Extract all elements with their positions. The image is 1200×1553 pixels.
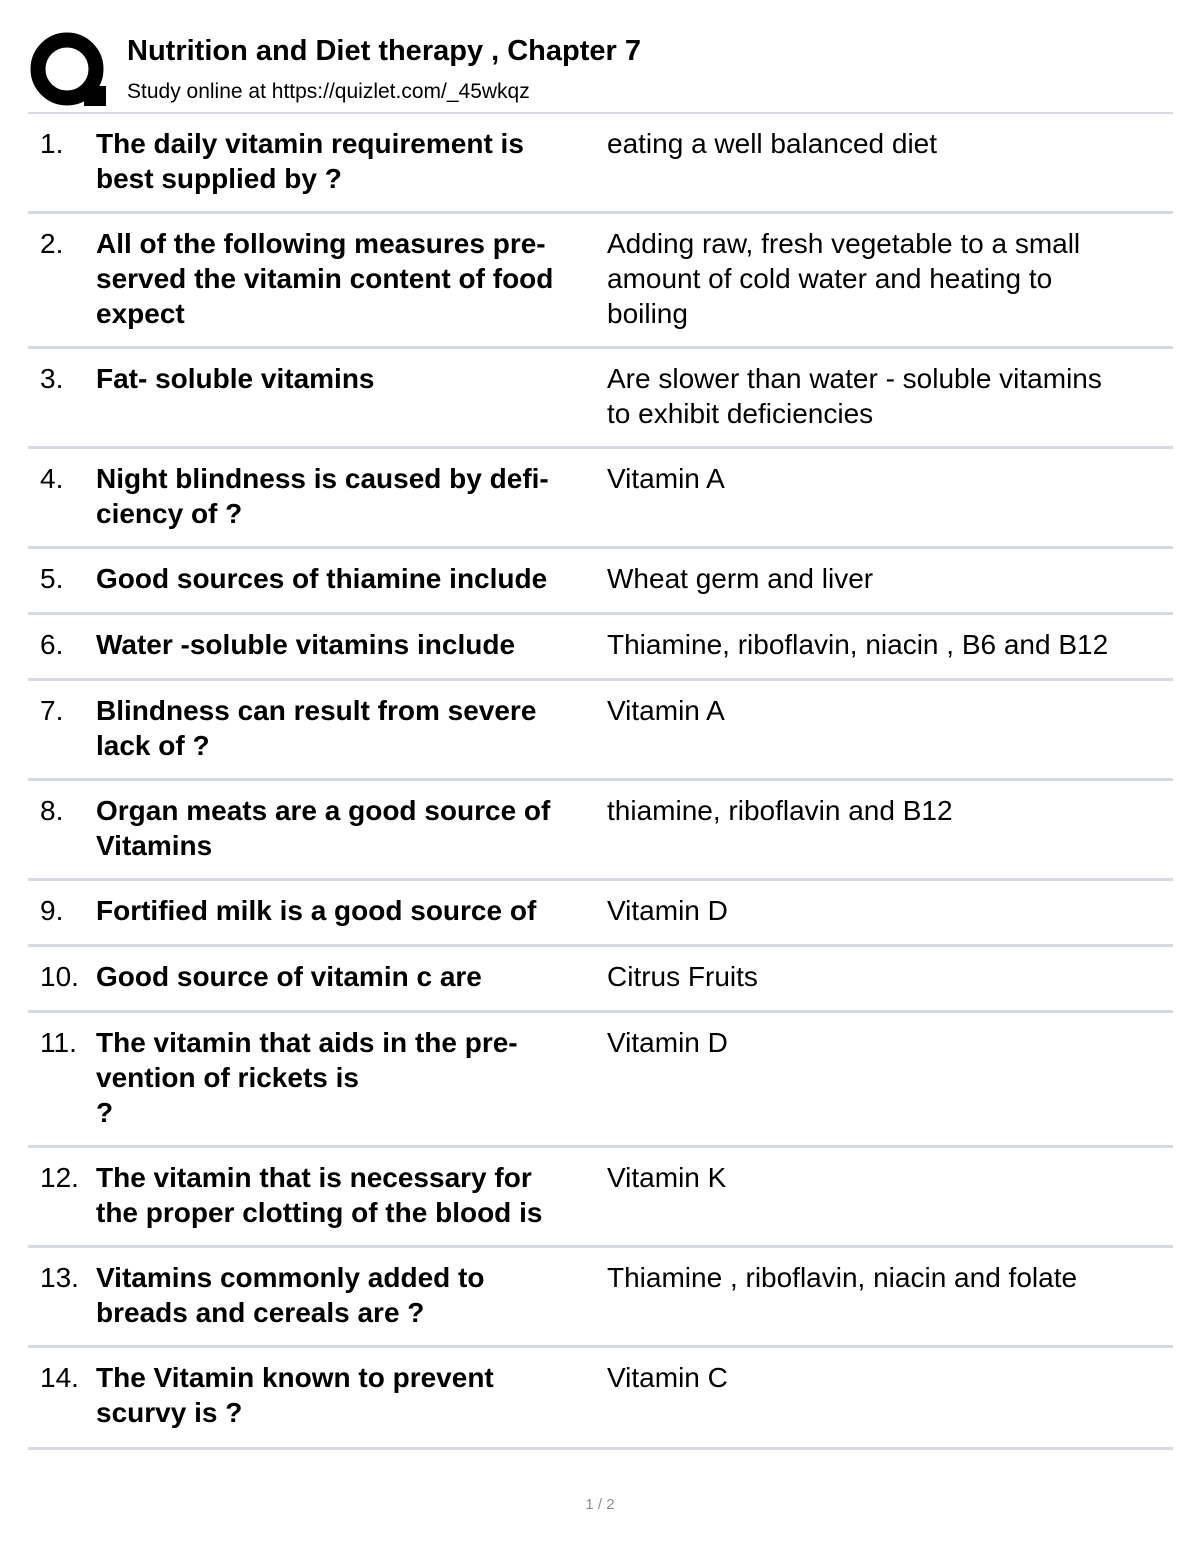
card-number: 11.: [40, 1027, 77, 1058]
flashcard-row: [28, 781, 1173, 881]
flashcard-row: [28, 881, 1173, 947]
card-number: 6.: [40, 629, 64, 660]
card-number: 14.: [40, 1362, 79, 1393]
card-number: 5.: [40, 563, 64, 594]
card-term: The daily vitamin requirement is best supplied by ?: [96, 128, 524, 194]
card-definition: Vitamin C: [607, 1362, 728, 1393]
card-definition: thiamine, riboflavin and B12: [607, 795, 953, 826]
flashcard-list: [28, 114, 1173, 1450]
flashcard-row: [28, 1013, 1173, 1148]
card-number: 3.: [40, 363, 64, 394]
card-definition: Thiamine, riboflavin, niacin , B6 and B12: [607, 629, 1109, 660]
card-number: 13.: [40, 1262, 79, 1293]
flashcard-row: [28, 214, 1173, 349]
card-term: The vitamin that is necessary for the proper clotting of the blood is: [96, 1162, 543, 1228]
card-term: Good sources of thiamine include: [96, 563, 548, 594]
card-definition: Vitamin D: [607, 895, 728, 926]
card-term: Blindness can result from severe lack of ?: [96, 695, 537, 761]
card-term: Good source of vitamin c are: [96, 961, 482, 992]
card-definition: Vitamin D: [607, 1027, 728, 1058]
card-definition: Vitamin K: [607, 1162, 727, 1193]
card-term: Fat- soluble vitamins: [96, 363, 375, 394]
card-definition: Citrus Fruits: [607, 961, 758, 992]
card-term: Night blindness is caused by defi- ciency of ?: [96, 463, 549, 529]
card-number: 4.: [40, 463, 64, 494]
card-term: The Vitamin known to prevent scurvy is ?: [96, 1362, 494, 1428]
card-definition: Adding raw, fresh vegetable to a small amount of cold water and heating to boiling: [607, 228, 1081, 329]
page-title: Nutrition and Diet therapy , Chapter 7: [127, 35, 641, 67]
flashcard-row: [28, 549, 1173, 615]
card-definition: Vitamin A: [607, 695, 725, 726]
card-number: 10.: [40, 961, 79, 992]
card-term: Organ meats are a good source of Vitamins: [96, 795, 551, 861]
card-definition: Thiamine , riboflavin, niacin and folate: [607, 1262, 1078, 1293]
page-number: 1 / 2: [585, 1496, 615, 1513]
card-term: Fortified milk is a good source of: [96, 895, 537, 926]
card-number: 9.: [40, 895, 64, 926]
flashcard-row: [28, 1148, 1173, 1248]
flashcard-row: [28, 349, 1173, 449]
card-definition: Vitamin A: [607, 463, 725, 494]
study-online-link[interactable]: Study online at https://quizlet.com/_45wkqz: [127, 80, 530, 103]
flashcard-row: [28, 681, 1173, 781]
flashcard-row: [28, 1248, 1173, 1348]
flashcard-row: [28, 114, 1173, 214]
quizlet-logo-icon: [30, 32, 108, 108]
card-number: 7.: [40, 695, 64, 726]
card-definition: Are slower than water - soluble vitamins to exhibit deficiencies: [607, 363, 1102, 429]
card-definition: Wheat germ and liver: [607, 563, 874, 594]
card-definition: eating a well balanced diet: [607, 128, 938, 159]
flashcard-row: [28, 947, 1173, 1013]
flashcard-row: [28, 1348, 1173, 1450]
flashcard-row: [28, 449, 1173, 549]
card-term: The vitamin that aids in the pre- vention of rickets is ?: [96, 1027, 518, 1128]
card-term: All of the following measures pre- served the vitamin content of food expect: [96, 228, 554, 329]
card-number: 1.: [40, 128, 64, 159]
card-number: 8.: [40, 795, 64, 826]
flashcard-row: [28, 615, 1173, 681]
card-term: Vitamins commonly added to breads and cereals are ?: [96, 1262, 485, 1328]
card-number: 2.: [40, 228, 64, 259]
card-number: 12.: [40, 1162, 79, 1193]
card-term: Water -soluble vitamins include: [96, 629, 516, 660]
